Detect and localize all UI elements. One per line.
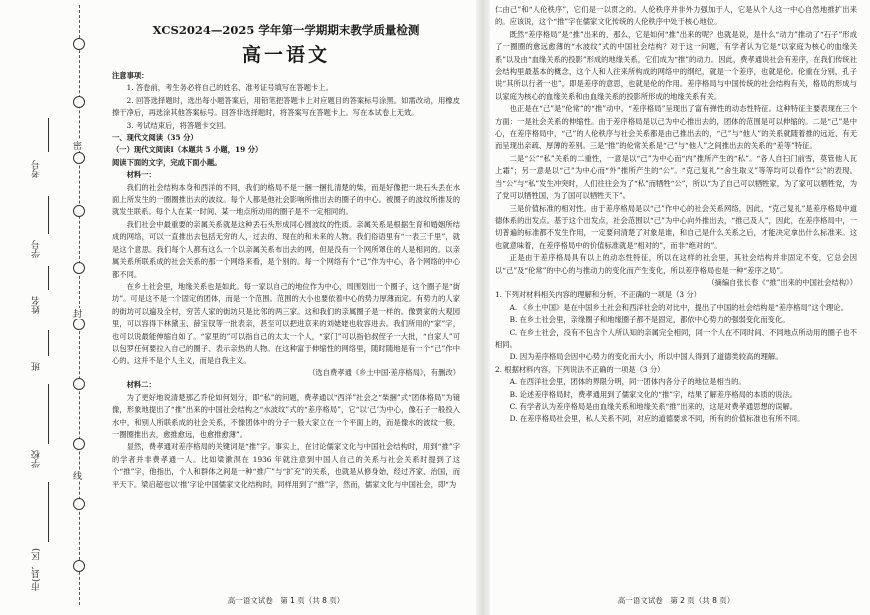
page-footer-left: 高一语文试卷 第 1 页（共 8 页）: [227, 596, 345, 605]
binding-hole: [73, 38, 85, 50]
material-1-label: 材料一：: [126, 170, 156, 180]
left-body: [112, 70, 460, 491]
xuexiao-blank[interactable]: [48, 384, 49, 444]
material-1-source: （选自费孝通《乡土中国·差序格局》，有删改）: [308, 367, 460, 377]
binding-hole: [73, 498, 85, 510]
label-ban: 班: [32, 362, 42, 371]
question-2-option-b[interactable]: B. 论述差序格局时，费孝通用到了儒家文化的“推”字，结果了解差序格局的本质的说法。: [509, 389, 798, 399]
note-1: 1. 答卷前，考生务必将自己的姓名、准考证号填写在答题卡上。: [126, 83, 333, 93]
notes-heading: 注意事项：: [112, 71, 149, 80]
page-fold: [476, 0, 490, 615]
question-2-option-c[interactable]: C. 有学者认为差序格局是由血缘关系和地缘关系“推”出来的，这是对费孝通思想的误解。: [509, 402, 797, 411]
material-2-paragraph: 三是价值标准的相对性。由于差序格局是以“己”作中心的社会关系网络，因此，“克己复礼”是差序格局中道德体系的出发点。基于这个出发点，社会范围以“己”为中心向外推出去，“推己及人”，因此，在差序格局中，一切普遍的标准都不发生作用，一定要问清楚了对象是谁，和自己是什么关系之后，才能决定拿出什么标准来。这也就意味着，在差序格局中的价值标准就是“相对的”，而非“绝对的”。: [495, 203, 857, 250]
seal-mark-feng: 封: [71, 309, 81, 318]
label-xingming: 姓名: [32, 296, 42, 314]
material-2-paragraph: 既然“差序格局”是“推”出来的，那么，它是如何“推”出来的呢？也就是说，是什么“动力”推动了“石子”形成了一圈圈的愈远愈薄的“水波纹”式的中国社会结构？对于这一问题，有学者认为它是“以家庭为核心的血缘关系”以及由“血缘关系的投影”形成的地缘关系，它们成为“推”的动力。因此，费孝通说社会有差序，在我们传统社会结构里最基本的概念，这个人和人往来所构成的网络中的纲纪，就是一个差序，也就是伦。伦重在分别，孔子说“其所以行者一也”，即是差序的意思，也就是伦的作用。差序格局与中国传统的社会结构有关，格局的形成与以家庭为核心的血缘关系和由血缘关系的投影所形成的地缘关系有关。: [495, 29, 857, 101]
question-1-stem: 1. 下列对材料相关内容的理解和分析，不正确的一项是（3 分）: [495, 290, 701, 300]
binding-hole: [73, 205, 85, 217]
label-kaohao: 考号: [32, 160, 42, 178]
question-2-option-d[interactable]: D. 在差序格局社会里，私人关系不同，对应的道德要求不同，所有的价值标准也有所不同。: [509, 414, 805, 424]
question-1-option-c[interactable]: C. 在乡土社会，没有不包含个人所认知的亲属完全相同，同一个人在不同时间、不同地点所动用的圈子也不相同。: [495, 327, 857, 349]
material-2-paragraph: 为了更好地说清楚那乙乔伦如何划分，即“私”的问题，费孝通以“西洋”社会之“柴捆”式“团体格局”为镜像，形象地提出了“推”出来的中国社会结构之“水波纹”式的“差序格局”，它“以‘己’为中心，像石子一般投入水中，和别人所联系成的社会关系，不像团体中的分子一般大家立在一个平面上的，而是像水的波纹一般，一圈圈推出去，愈推愈远，也愈推愈薄”。: [112, 392, 460, 439]
note-3: 3. 考试结束后，将答题卡交回。: [126, 120, 231, 130]
material-1-paragraph: 我们的社会结构本身和西洋的不同，我们的格局不是一捆一捆扎清楚的柴，而是好像把一块石头丢在水面上所发生的一圈圈推出去的波纹。每个人都是他社会影响所推出去的圈子的中心。被圈子的波纹所推及的就发生联系。每个人在某一时间、某一地点所动用的圈子是不一定相同的。: [112, 182, 460, 217]
material-2-paragraph: 二是“公”“私”关系的二重性，一意是以“己”为中心而“内”推所产生的“私”。“各人自扫门前雪，莫管他人瓦上霜”；另一意是以“己”为中心而“外”推所产生的“公”。“克己复礼”“舍生取义”等等均可以看作“公”的表现。当“公”与“私”发生冲突时，人们往往会为了“私”而牺牲“公”，所以“为了自己可以牺牲家，为了家可以牺牲党，为了党可以牺牲国，为了国可以牺牲天下”。: [495, 153, 857, 201]
binding-hole: [73, 152, 85, 164]
question-1-option-d[interactable]: D. 因为差序格局会因中心势力的变化而大小，所以中国人得到了道德类较高的理解。: [509, 352, 783, 362]
ban-blank[interactable]: [48, 330, 49, 356]
shi-blank[interactable]: [48, 482, 49, 542]
binding-hole: [73, 560, 85, 572]
subject-title: 高一语文: [241, 44, 330, 66]
right-body: [495, 4, 857, 426]
question-1-option-b[interactable]: B. 在乡土社会里，亲缘圈子和地缘圈子都不是固定，都依中心势力的强弱变化而变化。: [509, 315, 790, 325]
material-1-paragraph: 我们社会中最重要的亲属关系就是这种丢石头形成同心圆波纹的性质。亲属关系是根据生育和婚姻所结成的网络，可以一直推出去包括无穷的人，过去的、现在的和未来的人物。我们俗语里有“一表三千里”，就是这个意思。我们每个人都有这么一个以亲属关系布出去的网，但是没有一个网所罩住的人是相同的。以亲属关系所联系成的社会关系的那一个网络来看，是个别的。每一个网络有个“己”作为中心，各个网络的中心都不同。: [112, 219, 460, 279]
seal-mark-xian: 线: [71, 471, 81, 480]
xingming-blank[interactable]: [48, 266, 49, 290]
binding-hole: [73, 262, 85, 274]
question-2-stem: 2. 根据材料内容，下列说法不正确的一项是（3 分）: [495, 364, 665, 374]
material-2-paragraph: 显然，费孝通对差序格局的关键词是“推”字。事实上，在讨论儒家文化与中国社会结构时，用到“推”字的学者并非费孝通一人。比如梁漱溟在 1936 年就注意到中国人自己的关系与社会关系时提到了这个“推”字，他指出，个人和群体之间是一种“推广”与“扩充”的关系，也就是从修身始，经过齐家、治国，而平天下。梁启超也以‘推’字论中国儒家文化结构时，同样用到了“推”字，然而，儒家文化与中国社会，即“为: [112, 442, 460, 489]
section-heading: 一、现代文阅读（35 分）: [112, 133, 198, 143]
material-2-paragraph: 正是由于差序格局具有以上的动态性特征，所以在这样的社会里，其社会结构并非固定不变，它总会因以“己”及“伦常”的中心的与推动力的变化而产生变化，所以差序格局也是一种“差序之局”。: [495, 253, 857, 275]
kaohao-blank[interactable]: [48, 118, 49, 152]
material-2-source: （摘编自张长春《“推”出来的中国社会结构》）: [707, 277, 857, 287]
exam-title: XCS2024—2025 学年第一学期期末教学质量检测: [152, 23, 420, 37]
binding-hole: [73, 438, 85, 450]
seal-mark-mi: 密: [71, 141, 81, 150]
reading-instruction: 阅读下面的文字，完成下面小题。: [112, 157, 222, 167]
subsection-heading: （一）现代文阅读Ⅰ（本题共 5 小题，19 分）: [112, 145, 263, 155]
page-footer-right: 高一语文试卷 第 2 页（共 8 页）: [617, 596, 735, 605]
question-1-option-a[interactable]: A. 《乡土中国》是在中国乡土社会和西洋社会的对比中，提出了中国的社会结构是“差序格局”这个理论。: [509, 302, 849, 312]
material-2-paragraph: 也正是在“己”是“伦常”的“推”动中，“差序格局”呈现出了富有弹性的动态性特征。这种特征主要表现在三个方面：一是社会关系的伸缩性。由于差序格局是以己为中心推出去的，团体的范围是可以伸缩的。二是“己”是中心，在差序格局中，“己”的人伦秩序与社会关系都是由己推出去的，“己”与“他人”的关系就随着推的远近、有无而呈现出亲疏、厚薄的差别。三是“推”的伦常关系是“己”与“他人”之间推出去的关系的“差等”特征。: [495, 104, 857, 151]
material-2-label: 材料二：: [126, 380, 156, 390]
binding-hole: [73, 96, 85, 108]
question-2-option-a[interactable]: A. 在西洋社会里，团体的界限分明，同一团体内各分子的地位是相当的。: [509, 377, 746, 387]
seal-dashed-line: [79, 5, 80, 605]
label-xuexiao: 学校: [32, 450, 42, 468]
label-shi: 市(县、区): [32, 548, 42, 592]
binding-strip: [0, 0, 92, 615]
binding-hole: [73, 318, 85, 330]
material-1-paragraph: 在乡土社会里，地缘关系也是如此。每一家以自己的地位作为中心，周围划出一个圈子，这个圈子是“街坊”。可是这不是一个固定的团体，而是一个范围。范围的大小也要依着中心的势力厚薄而定。有势力的人家的街坊可以遍及全村，穷苦人家的街坊只是比邻的两三家。这和我们的亲属圈子是一样的。像贾家的大观园里，可以容得下林黛玉、薛宝钗等一批表亲，甚至可以把进京来的刘姥姥也收容进去。我们所用的“家”字，也可以说最能伸缩自如了。“家里的”可以指自己的太太一个人，“家门”可以指伯叔侄子一大批，“自家人”可以包罗任何要拉入自己的圈子、表示亲热的人物。在这种富于伸缩性的网络里，随时随地是有一个“己”作中心的。这并不是个人主义，而是自我主义。: [112, 281, 460, 366]
label-xuehao: 学号: [32, 240, 42, 258]
note-2: 2. 回答选择题时，选出每小题答案后，用铅笔把答题卡上对应题目的答案标号涂黑。如需改动，用橡皮擦干净后，再选涂其他答案标号。回答非选择题时，将答案写在答题卡上。写在本试卷上无效。: [112, 95, 460, 118]
xuehao-blank[interactable]: [48, 196, 49, 234]
binding-hole: [73, 378, 85, 390]
material-2-continued: 仁由己”和“人伦秩序”，它们是一以贯之的。人伦秩序并非外力强加于人，它是从个人这一中心自然地推扩出来的。应该说，这个“推”字在儒家文化传统的人伦秩序中处于核心地位。: [495, 5, 857, 27]
